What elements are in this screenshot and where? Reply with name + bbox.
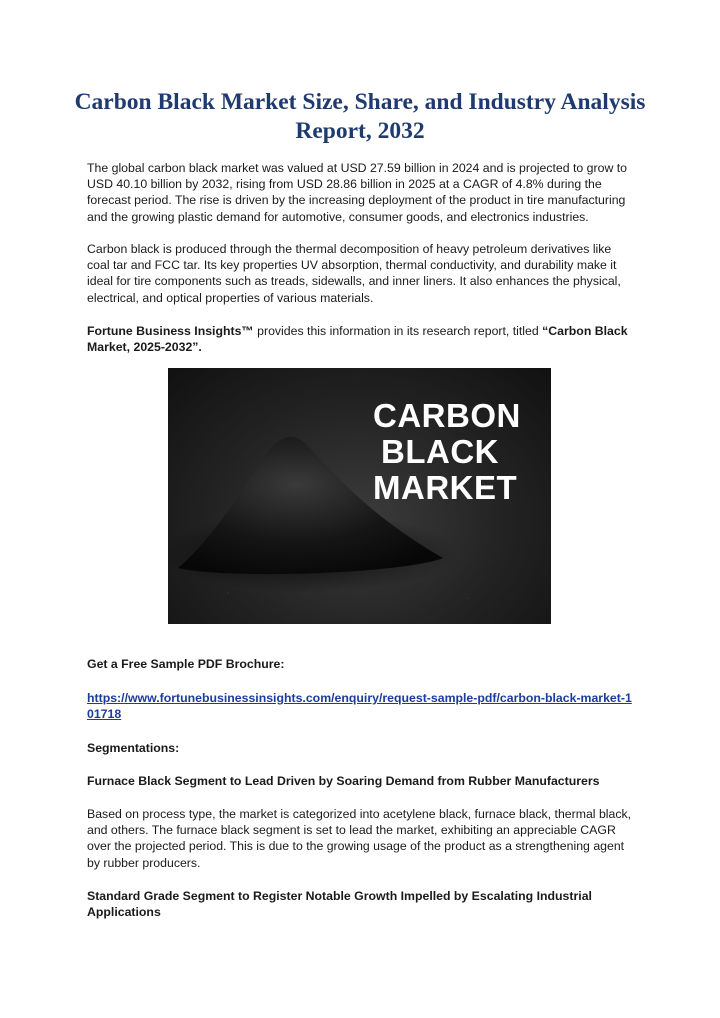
hero-line-market: MARKET (373, 469, 518, 506)
source-report-title: “Carbon Black Market, 2025-2032”. (87, 324, 628, 355)
page-title: Carbon Black Market Size, Share, and Industry Analysis Report, 2032 (74, 89, 646, 144)
intro-paragraph: The global carbon black market was valued at USD 27.59 billion in 2024 and is projected to grow to USD 40.10 billion by 2032, rising from USD 28.86 billion in 2025 at a CAGR of 4.8% during the forecast period. The rise is driven by the increasing deployment of the product in tire manufacturing and the growing plastic demand for automotive, consumer goods, and electronics industries. (87, 161, 628, 224)
carbon-black-hero-image (168, 368, 551, 624)
source-paragraph (87, 323, 635, 355)
furnace-black-paragraph: Based on process type, the market is categorized into acetylene black, furnace black, thermal black, and others. The furnace black segment is set to lead the market, exhibiting an appreciable CAGR over the projected period. This is due to the growing usage of the product as a strengthening agent by rubber producers. (87, 807, 632, 870)
source-middle-text: provides this information in its research report, titled (253, 324, 543, 338)
sample-pdf-link[interactable]: https://www.fortunebusinessinsights.com/enquiry/request-sample-pdf/carbon-black-market-101718 (87, 691, 632, 722)
hero-heading (373, 398, 533, 506)
segmentations-heading: Segmentations: (87, 741, 180, 755)
furnace-black-heading: Furnace Black Segment to Lead Driven by Soaring Demand from Rubber Manufacturers (87, 774, 600, 788)
hero-line-carbon: CARBON (373, 397, 521, 434)
source-brand: Fortune Business Insights™ (87, 324, 254, 338)
sample-link-paragraph (87, 690, 635, 722)
standard-grade-heading: Standard Grade Segment to Register Notable Growth Impelled by Escalating Industrial Applications (87, 889, 592, 920)
hero-line-black: BLACK (381, 433, 499, 470)
sample-heading: Get a Free Sample PDF Brochure: (87, 657, 285, 671)
production-paragraph: Carbon black is produced through the thermal decomposition of heavy petroleum derivatives like coal tar and FCC tar. Its key properties UV absorption, thermal conductivity, and durability make it ideal for tire components such as treads, sidewalls, and inner liners. It also enhances the physical, electrical, and optical properties of various materials. (87, 242, 621, 305)
